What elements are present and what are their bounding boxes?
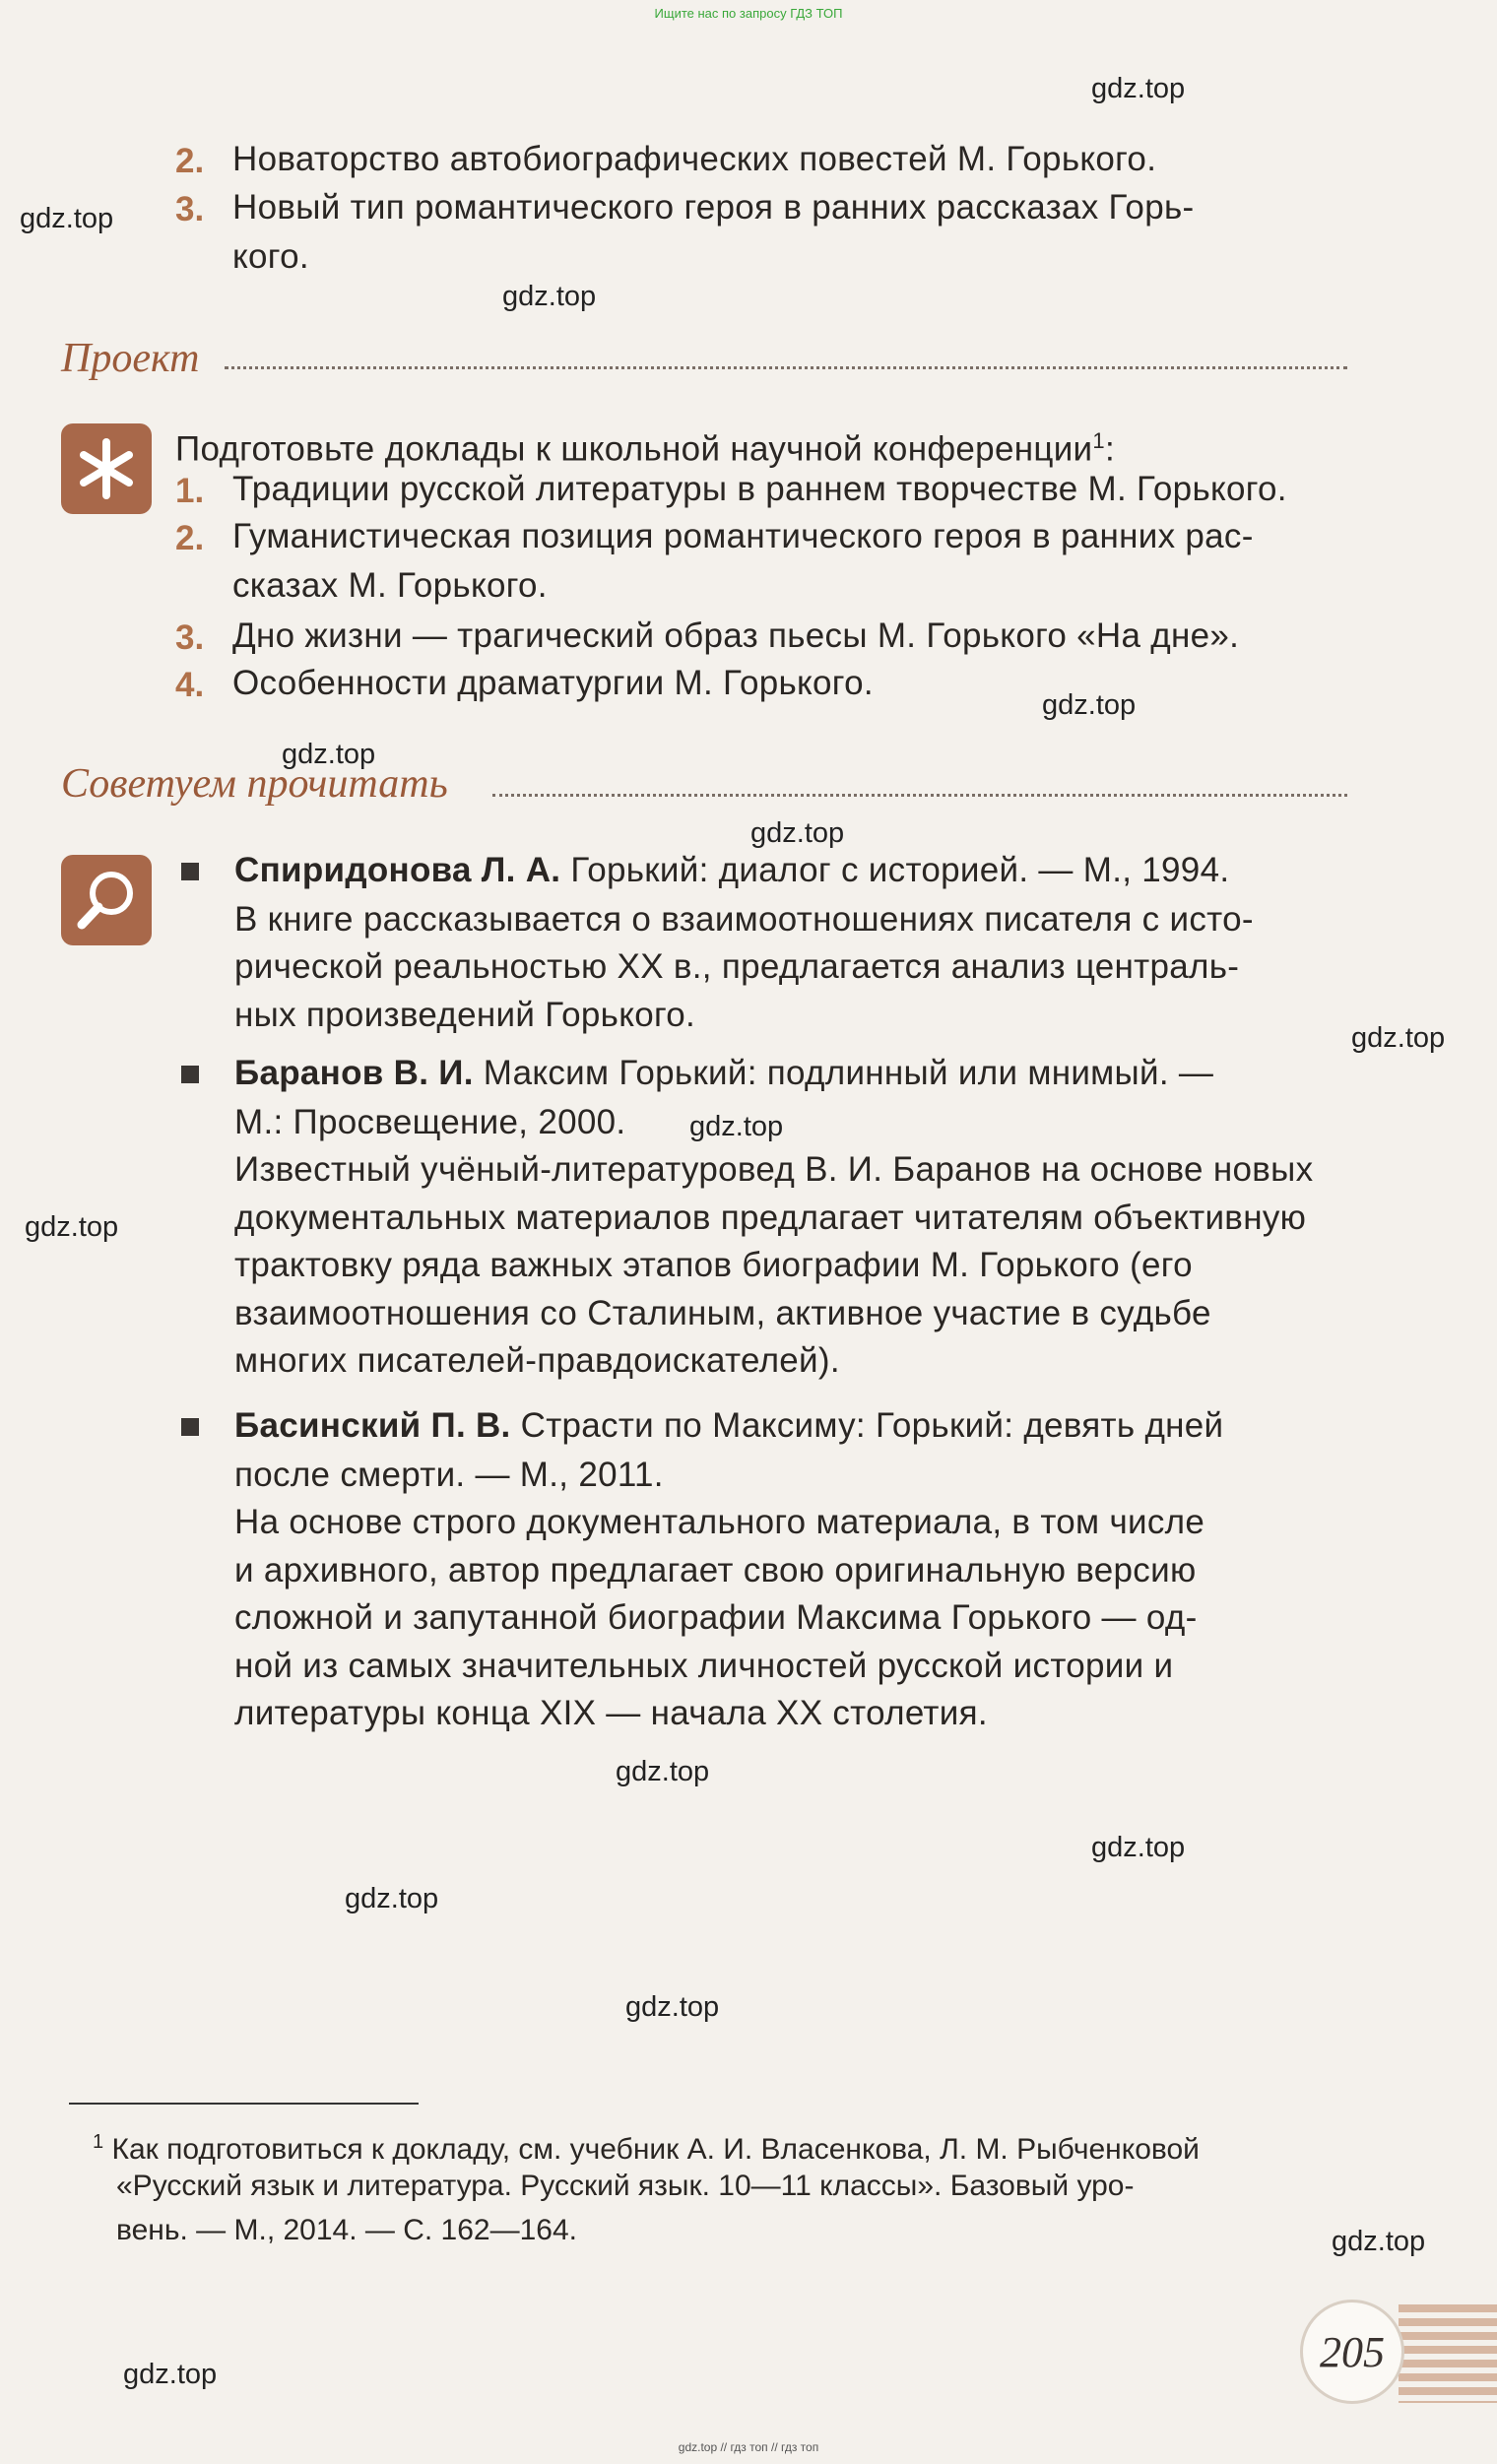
- book-description: многих писателей-правдоискателей).: [234, 1341, 840, 1380]
- watermark: gdz.top: [625, 1991, 720, 2023]
- project-item-number: 3.: [175, 618, 205, 657]
- heading-dotted-rule: [492, 794, 1347, 797]
- book-description: рической реальностью XX в., предлагается анализ централь-: [234, 947, 1240, 986]
- project-intro: Подготовьте доклады к школьной научной конференции$^1$:: [175, 428, 1115, 469]
- project-item-text: сказах М. Горького.: [232, 566, 548, 605]
- book-description: сложной и запутанной биографии Максима Горького — од-: [234, 1598, 1198, 1637]
- topic-text: Новаторство автобиографических повестей М. Горького.: [232, 140, 1157, 178]
- book-description: ной из самых значительных личностей русской истории и: [234, 1647, 1174, 1685]
- footnote-text: «Русский язык и литература. Русский язык. 10—11 классы». Базовый уро-: [116, 2170, 1135, 2202]
- book-title-line: М.: Просвещение, 2000.: [234, 1103, 626, 1141]
- watermark: gdz.top: [20, 203, 114, 234]
- book-description: трактовку ряда важных этапов биографии М. Горького (его: [234, 1246, 1193, 1284]
- project-item-text: Дно жизни — трагический образ пьесы М. Горького «На дне».: [232, 616, 1240, 655]
- reading-heading: Советуем прочитать: [61, 761, 448, 807]
- project-item-number: 2.: [175, 519, 205, 557]
- topic-text: Новый тип романтического героя в ранних рассказах Горь-: [232, 188, 1195, 227]
- book-description: ных произведений Горького.: [234, 996, 696, 1034]
- book-title-line: Басинский П. В. Страсти по Максиму: Горький: девять дней: [234, 1406, 1224, 1445]
- watermark: gdz.top: [1091, 1832, 1186, 1863]
- footnote-text: $^1$ Как подготовиться к докладу, см. учебник А. И. Власенкова, Л. М. Рыбченковой: [93, 2131, 1200, 2166]
- book-title-line: Баранов В. И. Максим Горький: подлинный или мнимый. —: [234, 1054, 1214, 1092]
- watermark: gdz.top: [502, 281, 597, 312]
- watermark: gdz.top: [1351, 1022, 1446, 1054]
- project-item-text: Гуманистическая позиция романтического героя в ранних рас-: [232, 517, 1254, 555]
- page-corner-stripes: [1399, 2304, 1497, 2403]
- watermark: gdz.top: [750, 817, 845, 849]
- bottom-banner: gdz.top // гдз топ // гдз топ: [678, 2440, 819, 2454]
- watermark: gdz.top: [282, 739, 376, 770]
- book-description: взаимоотношения со Сталиным, активное участие в судьбе: [234, 1294, 1211, 1332]
- topic-number: 2.: [175, 142, 205, 180]
- watermark: gdz.top: [25, 1211, 119, 1243]
- footnote-rule: [69, 2103, 419, 2105]
- watermark: gdz.top: [689, 1111, 784, 1142]
- project-item-text: Традиции русской литературы в раннем творчестве М. Горького.: [232, 470, 1287, 508]
- book-description: На основе строго документального материала, в том числе: [234, 1503, 1205, 1541]
- topic-text: кого.: [232, 237, 309, 276]
- project-item-number: 4.: [175, 666, 205, 704]
- book-description: Известный учёный-литературовед В. И. Баранов на основе новых: [234, 1150, 1314, 1189]
- book-description: и архивного, автор предлагает свою оригинальную версию: [234, 1551, 1197, 1589]
- book-description: литературы конца XIX — начала XX столетия.: [234, 1694, 988, 1732]
- page-number: 205: [1300, 2300, 1404, 2404]
- watermark: gdz.top: [1042, 689, 1137, 721]
- watermark: gdz.top: [1332, 2226, 1426, 2257]
- watermark: gdz.top: [345, 1883, 439, 1914]
- top-banner: Ищите нас по запросу ГДЗ ТОП: [654, 6, 843, 21]
- book-description: В книге рассказывается о взаимоотношениях писателя с исто-: [234, 900, 1254, 939]
- topic-number: 3.: [175, 190, 205, 228]
- footnote-text: вень. — М., 2014. — С. 162—164.: [116, 2214, 578, 2246]
- list-bullet: [181, 863, 199, 880]
- book-description: документальных материалов предлагает читателям объективную: [234, 1199, 1307, 1237]
- book-title-line: после смерти. — М., 2011.: [234, 1456, 664, 1494]
- list-bullet: [181, 1066, 199, 1083]
- watermark: gdz.top: [616, 1756, 710, 1787]
- asterisk-icon: [61, 423, 152, 514]
- list-bullet: [181, 1418, 199, 1436]
- heading-dotted-rule: [225, 366, 1347, 369]
- watermark: gdz.top: [1091, 73, 1186, 104]
- project-heading: Проект: [61, 336, 200, 381]
- magnifier-icon: [61, 855, 152, 945]
- project-item-text: Особенности драматургии М. Горького.: [232, 664, 874, 702]
- project-item-number: 1.: [175, 472, 205, 510]
- book-title-line: Спиридонова Л. А. Горький: диалог с историей. — М., 1994.: [234, 851, 1230, 889]
- watermark: gdz.top: [123, 2359, 218, 2390]
